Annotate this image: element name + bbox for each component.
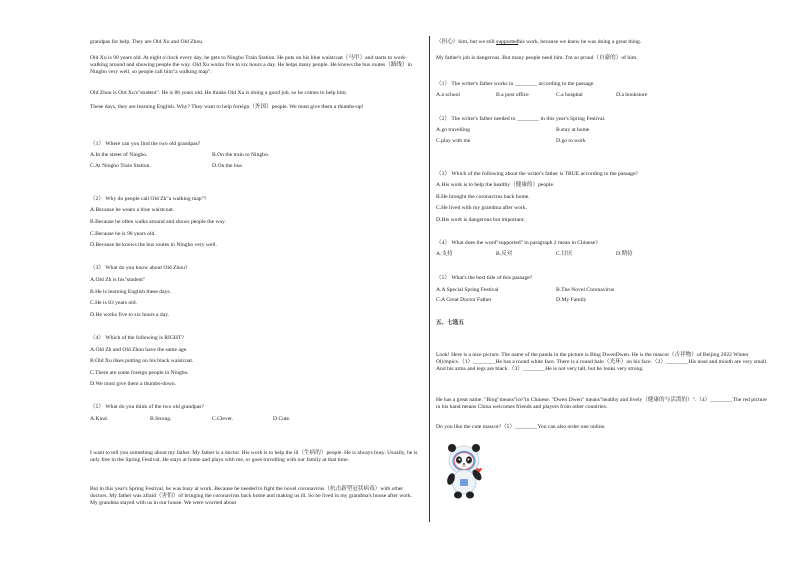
option-c: C.Because he is 90 years old. <box>90 231 156 237</box>
option-d: D.On the bus. <box>212 163 244 169</box>
option-a: A.Kind. <box>90 416 109 422</box>
question-4: （4） What does the word"supported" in paragraph 2 mean in Chinese? <box>436 240 598 246</box>
paragraph: I want to tell you something about my father. My father is a doctor. His work is to help the ill（生病的）people. He is always busy. Usually, he is only free in the Spring Festival. He stays at home and plays with me, or goes travelling with our family at that time. <box>90 450 418 464</box>
option-d: D.go to work <box>556 138 586 144</box>
option-c: C.play with me <box>436 138 471 144</box>
option-d: D.We must give them a thumbs-down. <box>90 381 177 387</box>
option-d: D.期待 <box>616 251 633 257</box>
question-3: （3） Which of the following about the writer's father is TRUE according to the passage? <box>436 171 638 177</box>
option-b: B.He is learning English these days. <box>90 289 171 295</box>
option-d: D.Cute. <box>273 416 291 422</box>
underlined-word: supported <box>496 39 519 45</box>
question-5: （5） What do you think of the two old grandpas? <box>90 404 204 410</box>
option-b: B.a post office <box>496 92 529 98</box>
paragraph: My father's job is dangerous. But many people need him. I'm so proud（自豪的）of him. <box>436 55 638 61</box>
question-1: （1） Where can you find the two old grandpas? <box>90 141 201 147</box>
question-1: （1） The writer's father works in ________ according to the passage. <box>436 81 595 87</box>
option-a: A.a school <box>436 92 460 98</box>
option-a: A.A Special Spring Festival <box>436 287 499 293</box>
question-4: （4） Which of the following is RIGHT? <box>90 335 184 341</box>
option-d: D.He works five to six hours a day. <box>90 312 170 318</box>
option-c: C.At Ningbo Train Station. <box>90 163 151 169</box>
question-2: （2） The writer's father needed to ________ in this year's Spring Festival. <box>436 116 606 122</box>
paragraph: grandpas for help. They are Old Xu and Old Zhou. <box>90 39 204 45</box>
option-a: A.In the street of Ningbo. <box>90 152 148 158</box>
paragraph: Old Zhou is Old Xu's"student". He is 86 years old. He thinks Old Xu is doing a good job, so he comes to help him. <box>90 90 347 96</box>
paragraph: These days, they are learning English. Why? They want to help foreign（外国）people. We must give them a thumbs-up! <box>90 104 364 110</box>
paragraph: （担心）him, but we still supportedhis work, because we knew he was doing a great thing. <box>436 39 642 45</box>
option-b: B.stay at home <box>556 127 590 133</box>
paragraph: Old Xu is 90 years old. At eight o'clock every day, he gets to Ningbo Train Station. He puts on his blue waistcoat（马甲）and starts to work-walking around and showing people the way. Old Xu works five to six hours a day. He helps many people. He knows the bus routes（路线）in Ningbo very well, so people call him"a walking map". <box>90 55 412 76</box>
option-c: C.He is 83 years old. <box>90 300 137 306</box>
option-b: B.He brought the coronavirus back home. <box>436 194 530 200</box>
option-b: B.Strong. <box>150 416 172 422</box>
question-2: （2） Why do people call Old Zh"a walking map"? <box>90 196 207 202</box>
option-a: A.go travelling <box>436 127 470 133</box>
option-c: C.There are some foreign people in Ningbo. <box>90 370 189 376</box>
option-b: B.The Novel Coronavirus <box>556 287 614 293</box>
option-c: C.讨厌 <box>556 251 573 257</box>
paragraph: Look! Here is a nice picture. The name of the panda in the picture is Bing DwenDwen. He is the mascot（吉祥物）of Beijing 2022 Winter Olympics.（1）________He has a round white face. There is a round halo（光环）on his face.（2）________His nose and mouth are very small. And his arms and legs are black.（3）________He is not very tall, but he looks very strong. <box>436 352 768 373</box>
option-d: D.My Family <box>556 297 587 303</box>
option-b: B.反对 <box>496 251 513 257</box>
column-divider <box>429 36 430 522</box>
panda-mascot-image <box>444 442 484 500</box>
option-c: C.a hospital <box>556 92 583 98</box>
question-5: （5） What's the best title of this passage? <box>436 275 533 281</box>
option-a: A.支持 <box>436 251 453 257</box>
paragraph: But in this year's Spring Festival, he was busy at work. Because he needed to fight the novel coronavirus（抗击新型冠状病毒）with other doctors. My father was afraid（害怕）of bringing the coronavirus back home and making us ill. So he lived in my grandma's house after work. My grandma stayed with us in our house. We were worried about <box>90 486 413 507</box>
paragraph: Do you like the cute mascot?（5）________You can also order one online. <box>436 424 606 430</box>
paragraph: He has a great name. "Bing"means"ice"in Chinese. "Dwen Dwen" means"healthy and lively（健康的与活泼的）".（4）________The red picture in his hand means China welcomes friends and players from other countries. <box>436 397 767 411</box>
option-b: B.Because he often walks around and shows people the way. <box>90 219 226 225</box>
option-a: A.Old Zh and Old Zhou have the same age. <box>90 347 188 353</box>
option-d: D.a bookstore <box>616 92 648 98</box>
option-b: B.On the train to Ningbo. <box>212 152 270 158</box>
option-a: A.His work is to help the healthy（健康的）people. <box>436 182 555 188</box>
section-heading: 五、七选五 <box>436 320 464 326</box>
option-d: D.Because he knows the bus routes in Ningbo very well. <box>90 242 217 248</box>
option-c: C.A Great Doctor Father <box>436 297 492 303</box>
option-d: D.His work is dangerous but important. <box>436 217 525 223</box>
option-a: A.Because he wears a blue waistcoat. <box>90 207 175 213</box>
option-a: A.Old Zh is his"student" <box>90 277 146 283</box>
question-3: （3） What do you know about Old Zhou? <box>90 265 188 271</box>
option-b: B.Old Xu likes putting on his black waistcoat. <box>90 358 194 364</box>
option-c: C.He lived with my grandma after work. <box>436 205 528 211</box>
option-c: C.Clever. <box>212 416 234 422</box>
